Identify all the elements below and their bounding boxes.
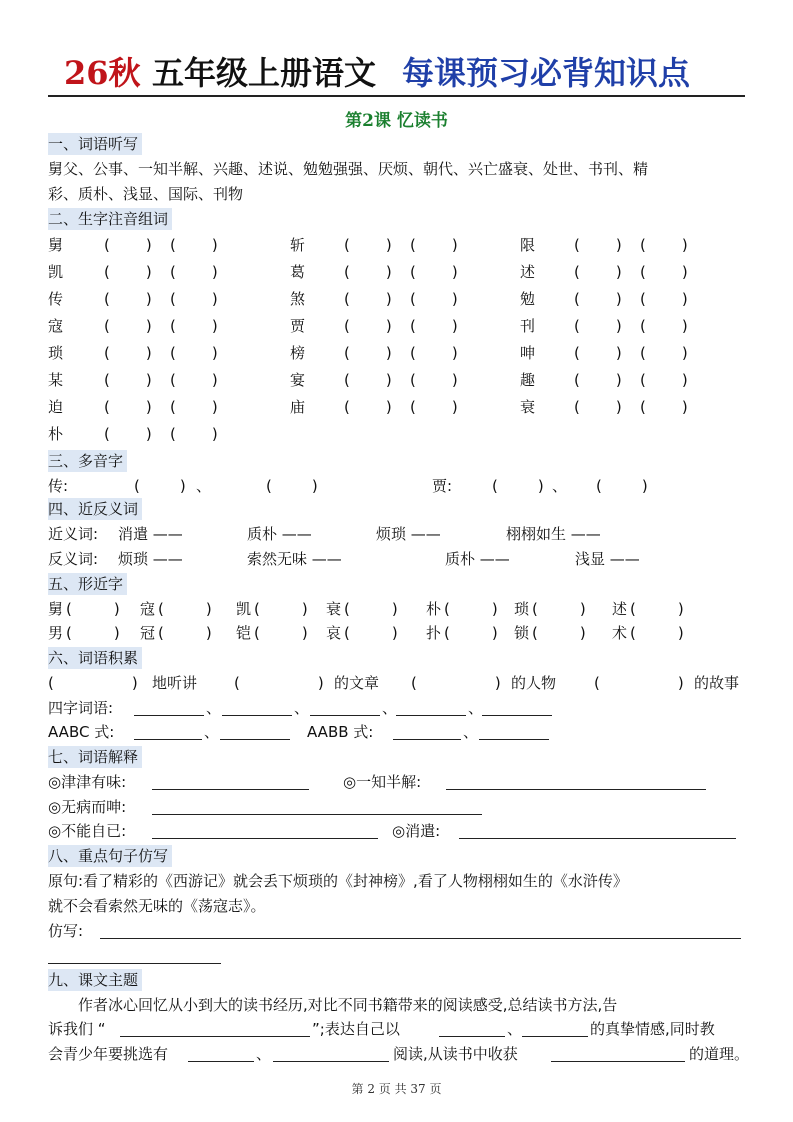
open-paren: (: [170, 425, 176, 443]
close-paren: ): [451, 263, 458, 281]
antonym-item: 浅显 ——: [575, 550, 640, 568]
close-paren: ): [681, 371, 688, 389]
synonym-label: 近义词:: [48, 525, 99, 543]
answer-blank[interactable]: [479, 723, 549, 740]
term-label: ◎一知半解:: [343, 773, 422, 791]
open-paren: (: [344, 263, 350, 281]
close-paren: ): [615, 344, 622, 362]
pinyin-slot[interactable]: [640, 234, 688, 256]
aabc-label: AABC 式:: [48, 723, 115, 741]
close-paren: ): [451, 236, 458, 254]
section-heading-1: 一、词语听写: [48, 133, 142, 155]
open-paren: (: [170, 290, 176, 308]
word-slot[interactable]: ( ): [254, 600, 308, 618]
separator: 、: [382, 699, 398, 717]
pinyin-slot[interactable]: [574, 369, 622, 391]
pinyin-slot[interactable]: [640, 396, 688, 418]
pinyin-slot[interactable]: [344, 261, 392, 283]
answer-blank[interactable]: [459, 822, 736, 839]
open-paren: (: [574, 398, 580, 416]
vocab-char: 斩: [290, 236, 306, 254]
term-label: ◎津津有味:: [48, 773, 127, 791]
word-slot[interactable]: ( ): [158, 600, 212, 618]
antonym-item: 索然无味 ——: [247, 550, 342, 568]
close-paren: ): [615, 317, 622, 335]
open-paren: (: [410, 398, 416, 416]
open-paren: (: [410, 371, 416, 389]
similar-char: 铠: [236, 624, 252, 642]
term-label: ◎不能自已:: [48, 822, 127, 840]
pinyin-slot[interactable]: [344, 288, 392, 310]
close-paren: ): [145, 263, 152, 281]
close-paren: ): [615, 236, 622, 254]
vocab-char: 传: [48, 290, 64, 308]
similar-char: 衰: [326, 600, 342, 618]
pinyin-slot[interactable]: [170, 342, 218, 364]
word-slot[interactable]: ( ): [254, 624, 308, 642]
theme-line-3c: 阅读,从读书中收获: [393, 1045, 518, 1063]
pinyin-slot[interactable]: [104, 234, 152, 256]
answer-blank[interactable]: [310, 699, 380, 716]
vocab-char: 舅: [48, 236, 64, 254]
similar-char: 扑: [426, 624, 442, 642]
answer-blank[interactable]: [522, 1020, 588, 1037]
open-paren: (: [574, 371, 580, 389]
open-paren: (: [410, 290, 416, 308]
header-divider: [48, 95, 745, 97]
close-paren: ): [211, 236, 218, 254]
separator: 、: [294, 699, 310, 717]
pinyin-slot[interactable]: [574, 396, 622, 418]
close-paren: ): [615, 263, 622, 281]
open-paren: (: [170, 398, 176, 416]
pinyin-slot[interactable]: [104, 369, 152, 391]
accum-slot[interactable]: ( ): [594, 674, 684, 692]
pinyin-slot[interactable]: [640, 261, 688, 283]
pinyin-slot[interactable]: [574, 315, 622, 337]
open-paren: (: [574, 344, 580, 362]
close-paren: ): [615, 398, 622, 416]
vocab-char: 煞: [290, 290, 306, 308]
dictation-line-1: 舅父、公事、一知半解、兴趣、述说、勉勉强强、厌烦、朝代、兴亡盛衰、处世、书刊、精: [48, 160, 649, 178]
word-slot[interactable]: ( ): [444, 600, 498, 618]
open-paren: (: [104, 425, 110, 443]
pinyin-slot[interactable]: [104, 261, 152, 283]
open-paren: (: [104, 263, 110, 281]
open-paren: (: [640, 371, 646, 389]
open-paren: (: [640, 290, 646, 308]
word-slot[interactable]: ( ): [444, 624, 498, 642]
close-paren: ): [145, 425, 152, 443]
pinyin-slot[interactable]: [170, 315, 218, 337]
theme-line-2a: 诉我们 “: [48, 1020, 106, 1038]
pinyin-slot[interactable]: [170, 234, 218, 256]
open-paren: (: [170, 263, 176, 281]
pinyin-slot[interactable]: [344, 315, 392, 337]
close-paren: ): [681, 317, 688, 335]
page-header: [48, 52, 745, 94]
antonym-label: 反义词:: [48, 550, 99, 568]
close-paren: ): [385, 371, 392, 389]
section-heading-7: 七、词语解释: [48, 746, 142, 768]
original-sentence-line-1: 原句:看了精彩的《西游记》就会丢下烦琐的《封神榜》,看了人物栩栩如生的《水浒传》: [48, 872, 628, 890]
open-paren: (: [104, 371, 110, 389]
pinyin-slot[interactable]: [170, 423, 218, 445]
similar-char: 凯: [236, 600, 252, 618]
similar-char: 舅: [48, 600, 64, 618]
close-paren: ): [385, 317, 392, 335]
accum-text: 的文章: [334, 674, 380, 692]
similar-char: 朴: [426, 600, 442, 618]
close-paren: ): [211, 263, 218, 281]
separator: 、: [468, 699, 484, 717]
open-paren: (: [344, 371, 350, 389]
open-paren: (: [344, 290, 350, 308]
accum-slot[interactable]: ( ): [48, 674, 138, 692]
pinyin-slot[interactable]: [410, 261, 458, 283]
vocab-char: 琐: [48, 344, 64, 362]
vocab-char: 葛: [290, 263, 306, 281]
pinyin-slot[interactable]: [410, 396, 458, 418]
close-paren: ): [681, 398, 688, 416]
word-slot[interactable]: ( ): [158, 624, 212, 642]
close-paren: ): [615, 290, 622, 308]
open-paren: (: [410, 344, 416, 362]
pinyin-slot[interactable]: [104, 396, 152, 418]
open-paren: (: [640, 344, 646, 362]
open-paren: (: [640, 398, 646, 416]
close-paren: ): [145, 371, 152, 389]
pinyin-slot[interactable]: [170, 288, 218, 310]
open-paren: (: [574, 263, 580, 281]
close-paren: ): [145, 236, 152, 254]
word-slot[interactable]: ( ): [344, 600, 398, 618]
pinyin-slot[interactable]: [344, 369, 392, 391]
vocab-char: 朴: [48, 425, 64, 443]
word-slot[interactable]: ( ): [630, 624, 684, 642]
section-heading-5: 五、形近字: [48, 573, 127, 595]
close-paren: ): [211, 398, 218, 416]
pinyin-slot[interactable]: [170, 396, 218, 418]
close-paren: ): [211, 371, 218, 389]
pinyin-slot[interactable]: [640, 369, 688, 391]
close-paren: ): [211, 290, 218, 308]
section-heading-2: 二、生字注音组词: [48, 208, 172, 230]
word-slot[interactable]: ( ): [532, 624, 586, 642]
page-number: 第 2 页 共 37 页: [351, 1082, 442, 1096]
open-paren: (: [410, 236, 416, 254]
answer-blank[interactable]: [439, 1020, 505, 1037]
synonym-item: 消遣 ——: [118, 525, 183, 543]
polyphone-2-slot1[interactable]: ( ): [492, 477, 544, 495]
close-paren: ): [211, 317, 218, 335]
section-heading-8: 八、重点句子仿写: [48, 845, 172, 867]
answer-blank[interactable]: [100, 922, 741, 939]
close-paren: ): [451, 371, 458, 389]
answer-blank[interactable]: [396, 699, 466, 716]
dictation-line-2: 彩、质朴、浅显、国际、刊物: [48, 185, 244, 203]
answer-blank[interactable]: [152, 798, 482, 815]
similar-char: 寇: [140, 600, 156, 618]
pinyin-slot[interactable]: [170, 369, 218, 391]
close-paren: ): [385, 344, 392, 362]
theme-line-2b: ”;表达自己以: [312, 1020, 400, 1038]
open-paren: (: [104, 290, 110, 308]
close-paren: ): [451, 317, 458, 335]
close-paren: ): [451, 344, 458, 362]
open-paren: (: [170, 371, 176, 389]
open-paren: (: [574, 317, 580, 335]
pinyin-slot[interactable]: [410, 369, 458, 391]
open-paren: (: [640, 317, 646, 335]
polyphone-2-sep: 、: [552, 477, 568, 495]
similar-char: 术: [612, 624, 628, 642]
vocab-char: 限: [520, 236, 536, 254]
open-paren: (: [170, 236, 176, 254]
answer-blank[interactable]: [273, 1045, 389, 1062]
vocab-char: 刊: [520, 317, 536, 335]
four-char-label: 四字词语:: [48, 699, 114, 717]
close-paren: ): [615, 371, 622, 389]
close-paren: ): [145, 290, 152, 308]
word-slot[interactable]: ( ): [532, 600, 586, 618]
theme-line-2c: 、: [507, 1020, 523, 1038]
polyphone-2-slot2[interactable]: ( ): [596, 477, 648, 495]
pinyin-slot[interactable]: [104, 315, 152, 337]
separator: 、: [204, 723, 220, 741]
close-paren: ): [145, 344, 152, 362]
word-slot[interactable]: ( ): [630, 600, 684, 618]
close-paren: ): [385, 398, 392, 416]
term-label: ◎消遣:: [392, 822, 441, 840]
pinyin-slot[interactable]: [410, 234, 458, 256]
close-paren: ): [451, 398, 458, 416]
pinyin-slot[interactable]: [344, 342, 392, 364]
pinyin-slot[interactable]: [104, 342, 152, 364]
theme-line-1: 作者冰心回忆从小到大的读书经历,对比不同书籍带来的阅读感受,总结读书方法,告: [78, 996, 618, 1014]
close-paren: ): [451, 290, 458, 308]
open-paren: (: [104, 236, 110, 254]
synonym-item: 质朴 ——: [247, 525, 312, 543]
pinyin-slot[interactable]: [574, 261, 622, 283]
section-heading-4: 四、近反义词: [48, 498, 142, 520]
open-paren: (: [410, 317, 416, 335]
polyphone-2-label: 贾:: [432, 477, 453, 495]
vocab-char: 寇: [48, 317, 64, 335]
open-paren: (: [640, 236, 646, 254]
answer-blank[interactable]: [48, 947, 221, 964]
open-paren: (: [104, 344, 110, 362]
similar-char: 琐: [514, 600, 530, 618]
word-slot[interactable]: ( ): [66, 624, 120, 642]
vocab-char: 榜: [290, 344, 306, 362]
open-paren: (: [574, 236, 580, 254]
similar-char: 述: [612, 600, 628, 618]
open-paren: (: [344, 317, 350, 335]
season-tag: 26秋: [64, 54, 141, 92]
vocab-char: 某: [48, 371, 64, 389]
synonym-item: 栩栩如生 ——: [506, 525, 601, 543]
theme-line-3d: 的道理。: [689, 1045, 750, 1063]
pinyin-slot[interactable]: [410, 288, 458, 310]
vocab-char: 贾: [290, 317, 306, 335]
antonym-item: 质朴 ——: [445, 550, 510, 568]
section-heading-6: 六、词语积累: [48, 647, 142, 669]
polyphone-1-slot2[interactable]: ( ): [266, 477, 318, 495]
open-paren: (: [410, 263, 416, 281]
theme-line-3b: 、: [256, 1045, 272, 1063]
accum-slot[interactable]: ( ): [234, 674, 324, 692]
answer-blank[interactable]: [134, 699, 204, 716]
close-paren: ): [385, 236, 392, 254]
close-paren: ): [681, 236, 688, 254]
pinyin-slot[interactable]: [574, 288, 622, 310]
pinyin-slot[interactable]: [344, 396, 392, 418]
pinyin-slot[interactable]: [410, 315, 458, 337]
pinyin-slot[interactable]: [104, 288, 152, 310]
vocab-char: 趣: [520, 371, 536, 389]
answer-blank[interactable]: [152, 822, 378, 839]
open-paren: (: [170, 317, 176, 335]
polyphone-1-label: 传:: [48, 477, 69, 495]
vocab-char: 迫: [48, 398, 64, 416]
close-paren: ): [145, 398, 152, 416]
similar-char: 锁: [514, 624, 530, 642]
term-label: ◎无病而呻:: [48, 798, 127, 816]
open-paren: (: [104, 398, 110, 416]
vocab-char: 勉: [520, 290, 536, 308]
pinyin-slot[interactable]: [104, 423, 152, 445]
open-paren: (: [640, 263, 646, 281]
pinyin-slot[interactable]: [574, 234, 622, 256]
original-sentence-line-2: 就不会看索然无味的《荡寇志》。: [48, 897, 266, 915]
close-paren: ): [385, 290, 392, 308]
close-paren: ): [681, 344, 688, 362]
close-paren: ): [681, 263, 688, 281]
synonym-item: 烦琐 ——: [376, 525, 441, 543]
vocab-char: 凯: [48, 263, 64, 281]
close-paren: ): [681, 290, 688, 308]
vocab-char: 呻: [520, 344, 536, 362]
answer-blank[interactable]: [222, 699, 292, 716]
open-paren: (: [344, 236, 350, 254]
grade-title: 五年级上册语文: [152, 54, 377, 92]
pinyin-slot[interactable]: [640, 315, 688, 337]
pinyin-slot[interactable]: [574, 342, 622, 364]
word-slot[interactable]: ( ): [66, 600, 120, 618]
answer-blank[interactable]: [120, 1020, 310, 1037]
answer-blank[interactable]: [482, 699, 552, 716]
close-paren: ): [385, 263, 392, 281]
pinyin-slot[interactable]: [640, 288, 688, 310]
imitate-label: 仿写:: [48, 922, 84, 940]
answer-blank[interactable]: [152, 773, 309, 790]
accum-slot[interactable]: ( ): [411, 674, 501, 692]
separator: 、: [463, 723, 479, 741]
answer-blank[interactable]: [134, 723, 202, 740]
vocab-char: 庙: [290, 398, 306, 416]
vocab-char: 述: [520, 263, 536, 281]
open-paren: (: [344, 344, 350, 362]
similar-char: 男: [48, 624, 64, 642]
antonym-item: 烦琐 ——: [118, 550, 183, 568]
pinyin-slot[interactable]: [410, 342, 458, 364]
lesson-title: 第2课 忆读书: [345, 111, 448, 131]
answer-blank[interactable]: [220, 723, 290, 740]
word-slot[interactable]: ( ): [344, 624, 398, 642]
open-paren: (: [344, 398, 350, 416]
theme-line-3a: 会青少年要挑选有: [48, 1045, 169, 1063]
close-paren: ): [211, 425, 218, 443]
vocab-char: 宴: [290, 371, 306, 389]
answer-blank[interactable]: [551, 1045, 685, 1062]
accum-text: 的人物: [511, 674, 557, 692]
open-paren: (: [574, 290, 580, 308]
pinyin-slot[interactable]: [344, 234, 392, 256]
similar-char: 冠: [140, 624, 156, 642]
accum-text: 的故事: [694, 674, 740, 692]
similar-char: 哀: [326, 624, 342, 642]
polyphone-1-slot1[interactable]: ( ): [134, 477, 186, 495]
open-paren: (: [170, 344, 176, 362]
header-subtitle: 每课预习必背知识点: [402, 54, 691, 92]
answer-blank[interactable]: [446, 773, 706, 790]
open-paren: (: [104, 317, 110, 335]
section-heading-9: 九、课文主题: [48, 969, 142, 991]
answer-blank[interactable]: [393, 723, 461, 740]
pinyin-slot[interactable]: [170, 261, 218, 283]
accum-text: 地听讲: [152, 674, 198, 692]
pinyin-slot[interactable]: [640, 342, 688, 364]
section-heading-3: 三、多音字: [48, 450, 127, 472]
answer-blank[interactable]: [188, 1045, 254, 1062]
theme-line-2d: 的真挚情感,同时教: [590, 1020, 715, 1038]
aabb-label: AABB 式:: [307, 723, 374, 741]
vocab-char: 衰: [520, 398, 536, 416]
separator: 、: [206, 699, 222, 717]
polyphone-1-sep: 、: [196, 477, 212, 495]
close-paren: ): [211, 344, 218, 362]
close-paren: ): [145, 317, 152, 335]
